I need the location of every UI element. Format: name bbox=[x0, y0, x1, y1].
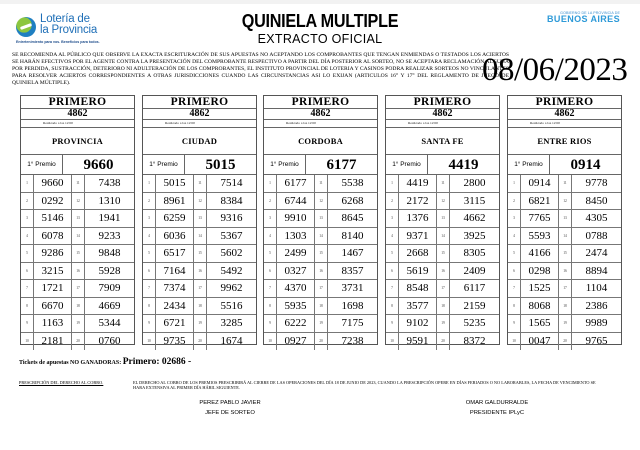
position-number: 14 bbox=[315, 228, 328, 246]
position-number: 4 bbox=[21, 228, 34, 246]
sorteo-number: 4862 bbox=[143, 109, 256, 120]
drawn-number: 6117 bbox=[450, 280, 499, 298]
drawn-number: 8305 bbox=[450, 245, 499, 263]
prescription-label: PRESCRIPCIÓN DEL DERECHO AL COBRO. bbox=[19, 380, 104, 385]
position-number: 5 bbox=[264, 245, 277, 263]
drawn-number: 1310 bbox=[85, 193, 134, 211]
position-number: 20 bbox=[194, 333, 207, 351]
sorteo-number: 4862 bbox=[508, 109, 621, 120]
drawn-number: 5146 bbox=[34, 210, 72, 228]
drawn-number: 3925 bbox=[450, 228, 499, 246]
drawn-number: 9765 bbox=[585, 335, 608, 348]
drawn-number: 8140 bbox=[328, 228, 377, 246]
draw-time: Realizado a las 12:00 bbox=[21, 120, 134, 128]
drawn-number: 9233 bbox=[85, 228, 134, 246]
position-number: 6 bbox=[508, 263, 521, 281]
drawn-number: 1163 bbox=[34, 315, 72, 333]
position-number: 7 bbox=[508, 280, 521, 298]
position-number: 15 bbox=[194, 245, 207, 263]
position-number: 1 bbox=[386, 175, 399, 193]
drawn-number: 7175 bbox=[328, 315, 377, 333]
drawn-number: 4669 bbox=[85, 298, 134, 316]
position-number: 18 bbox=[315, 298, 328, 316]
position-number: 20 bbox=[559, 333, 572, 351]
position-number: 12 bbox=[315, 193, 328, 211]
drawn-number: 2159 bbox=[450, 298, 499, 316]
drawn-number: 7238 bbox=[341, 335, 364, 348]
position-number: 10 bbox=[143, 333, 156, 351]
position-number: 16 bbox=[559, 263, 572, 281]
drawn-number: 9286 bbox=[34, 245, 72, 263]
drawn-number: 3215 bbox=[34, 263, 72, 281]
first-prize-row bbox=[386, 155, 499, 175]
position-number: 11 bbox=[559, 175, 572, 193]
drawn-number: 8068 bbox=[521, 298, 559, 316]
drawn-number: 9316 bbox=[207, 210, 256, 228]
drawn-number: 7765 bbox=[521, 210, 559, 228]
position-number: 9 bbox=[143, 315, 156, 333]
numbers-grid bbox=[386, 175, 499, 350]
drawn-number: 3731 bbox=[328, 280, 377, 298]
signature-right bbox=[442, 398, 552, 418]
jurisdiction-name: SANTA FE bbox=[386, 128, 499, 155]
position-number: 8 bbox=[264, 298, 277, 316]
position-number: 7 bbox=[143, 280, 156, 298]
position-number: 2 bbox=[143, 193, 156, 211]
position-number: 1 bbox=[264, 175, 277, 193]
drawn-number: 6821 bbox=[521, 193, 559, 211]
drawn-number: 1721 bbox=[34, 280, 72, 298]
turno-label: PRIMERO bbox=[21, 96, 134, 109]
position-number: 8 bbox=[143, 298, 156, 316]
position-number: 10 bbox=[508, 333, 521, 351]
position-number: 10 bbox=[21, 333, 34, 351]
drawn-number: 2499 bbox=[277, 245, 315, 263]
drawn-number: 8372 bbox=[463, 335, 486, 348]
numbers-grid bbox=[143, 175, 256, 350]
position-number: 4 bbox=[143, 228, 156, 246]
drawn-number: 6177 bbox=[277, 175, 315, 193]
position-number: 17 bbox=[72, 280, 85, 298]
first-prize-label: 1° Premio bbox=[508, 155, 550, 174]
drawn-number: 1104 bbox=[572, 280, 621, 298]
drawn-number: 9735 bbox=[156, 333, 194, 351]
position-number: 6 bbox=[386, 263, 399, 281]
drawn-number: 3115 bbox=[450, 193, 499, 211]
draw-time: Realizado a las 12:00 bbox=[264, 120, 377, 128]
drawn-number: 1565 bbox=[521, 315, 559, 333]
position-number: 11 bbox=[437, 175, 450, 193]
drawn-number: 1941 bbox=[85, 210, 134, 228]
result-box-santa-fe bbox=[385, 95, 500, 348]
position-number: 1 bbox=[508, 175, 521, 193]
position-number: 13 bbox=[72, 210, 85, 228]
position-number: 19 bbox=[315, 315, 328, 333]
position-number: 18 bbox=[72, 298, 85, 316]
drawn-number: 9102 bbox=[399, 315, 437, 333]
position-number: 3 bbox=[264, 210, 277, 228]
jurisdiction-name: PROVINCIA bbox=[21, 128, 134, 155]
position-number: 16 bbox=[72, 263, 85, 281]
drawn-number: 0047 bbox=[521, 333, 559, 351]
drawn-number: 6036 bbox=[156, 228, 194, 246]
drawn-number: 4662 bbox=[450, 210, 499, 228]
drawn-number: 1467 bbox=[328, 245, 377, 263]
position-number: 12 bbox=[194, 193, 207, 211]
sorteo-number: 4862 bbox=[386, 109, 499, 120]
drawn-number: 9910 bbox=[277, 210, 315, 228]
first-prize-label: 1° Premio bbox=[264, 155, 306, 174]
position-number: 9 bbox=[386, 315, 399, 333]
drawn-number: 0327 bbox=[277, 263, 315, 281]
position-number: 3 bbox=[508, 210, 521, 228]
position-number: 16 bbox=[437, 263, 450, 281]
position-number: 17 bbox=[194, 280, 207, 298]
first-prize-row bbox=[508, 155, 621, 175]
drawn-number: 9371 bbox=[399, 228, 437, 246]
position-number: 14 bbox=[559, 228, 572, 246]
logo-name-line2: la Provincia bbox=[40, 24, 98, 36]
drawn-number: 1376 bbox=[399, 210, 437, 228]
position-number: 8 bbox=[386, 298, 399, 316]
draw-time: Realizado a las 12:00 bbox=[143, 120, 256, 128]
position-number: 6 bbox=[21, 263, 34, 281]
drawn-number: 6721 bbox=[156, 315, 194, 333]
first-prize-row bbox=[21, 155, 134, 175]
position-number: 15 bbox=[559, 245, 572, 263]
non-winning-value: Primero: 02686 - bbox=[122, 357, 192, 367]
prescription-text: EL DERECHO AL COBRO DE LOS PREMIOS PRESCRIBIRÁ AL CIERRE DE LAS OPERACIONES DEL DÍA 18 DE JUNIO DE 2023, CUANDO LA PRESCRIPCIÓN OPERE EN DÍAS FERIADOS O NO LABORABLES, LA FECHA DE VENCIMIENTO SE HARA EXTENSIVA AL PRIMER DÍA HÁBIL SIGUIENTE. bbox=[133, 380, 596, 391]
drawn-number: 6222 bbox=[277, 315, 315, 333]
turno-label: PRIMERO bbox=[143, 96, 256, 109]
drawn-number: 5492 bbox=[207, 263, 256, 281]
numbers-grid bbox=[264, 175, 377, 350]
drawn-number: 0292 bbox=[34, 193, 72, 211]
position-number: 9 bbox=[21, 315, 34, 333]
drawn-number: 5619 bbox=[399, 263, 437, 281]
turno-label: PRIMERO bbox=[264, 96, 377, 109]
drawn-number: 5593 bbox=[521, 228, 559, 246]
drawn-number: 1525 bbox=[521, 280, 559, 298]
drawn-number: 7374 bbox=[156, 280, 194, 298]
position-number: 19 bbox=[194, 315, 207, 333]
drawn-number: 4419 bbox=[399, 175, 437, 193]
drawn-number: 5602 bbox=[207, 245, 256, 263]
position-number: 3 bbox=[21, 210, 34, 228]
first-prize-label: 1° Premio bbox=[386, 155, 428, 174]
drawn-number: 2668 bbox=[399, 245, 437, 263]
drawn-number: 6670 bbox=[34, 298, 72, 316]
drawn-number: 2800 bbox=[450, 175, 499, 193]
drawn-number: 4166 bbox=[521, 245, 559, 263]
position-number: 20 bbox=[315, 333, 328, 351]
numbers-grid bbox=[21, 175, 134, 350]
drawn-number: 5015 bbox=[156, 175, 194, 193]
signature-right-name: OMAR GALDURRALDE bbox=[465, 400, 529, 406]
gov-logo bbox=[547, 11, 620, 24]
position-number: 13 bbox=[194, 210, 207, 228]
result-box-entre-rios bbox=[507, 95, 622, 348]
drawn-number: 0927 bbox=[277, 333, 315, 351]
position-number: 11 bbox=[315, 175, 328, 193]
position-number: 7 bbox=[264, 280, 277, 298]
position-number: 14 bbox=[72, 228, 85, 246]
drawn-number: 8894 bbox=[572, 263, 621, 281]
position-number: 19 bbox=[72, 315, 85, 333]
position-number: 1 bbox=[143, 175, 156, 193]
position-number: 4 bbox=[386, 228, 399, 246]
drawn-number: 8645 bbox=[328, 210, 377, 228]
drawn-number: 9591 bbox=[399, 333, 437, 351]
position-number: 5 bbox=[143, 245, 156, 263]
drawn-number: 7164 bbox=[156, 263, 194, 281]
position-number: 8 bbox=[508, 298, 521, 316]
drawn-number: 8384 bbox=[207, 193, 256, 211]
signature-right-role: PRESIDENTE IPLyC bbox=[469, 410, 525, 416]
drawn-number: 9962 bbox=[207, 280, 256, 298]
first-prize-row bbox=[264, 155, 377, 175]
result-box-provincia bbox=[20, 95, 135, 348]
result-box-ciudad bbox=[142, 95, 257, 348]
position-number: 20 bbox=[437, 333, 450, 351]
numbers-grid bbox=[508, 175, 621, 350]
drawn-number: 2386 bbox=[572, 298, 621, 316]
drawn-number: 7514 bbox=[207, 175, 256, 193]
position-number: 17 bbox=[315, 280, 328, 298]
position-number: 5 bbox=[21, 245, 34, 263]
position-number: 16 bbox=[194, 263, 207, 281]
position-number: 19 bbox=[437, 315, 450, 333]
position-number: 2 bbox=[508, 193, 521, 211]
first-prize-value: 4419 bbox=[448, 157, 479, 173]
logo-tagline: Entretenimiento para vos. Beneficios para todos. bbox=[16, 40, 100, 44]
position-number: 10 bbox=[386, 333, 399, 351]
turno-label: PRIMERO bbox=[508, 96, 621, 109]
position-number: 1 bbox=[21, 175, 34, 193]
jurisdiction-name: CIUDAD bbox=[143, 128, 256, 155]
signature-left bbox=[175, 398, 285, 418]
first-prize-value: 0914 bbox=[570, 157, 601, 173]
drawn-number: 2172 bbox=[399, 193, 437, 211]
drawn-number: 1303 bbox=[277, 228, 315, 246]
drawn-number: 6259 bbox=[156, 210, 194, 228]
jurisdiction-name: CORDOBA bbox=[264, 128, 377, 155]
position-number: 18 bbox=[559, 298, 572, 316]
position-number: 6 bbox=[264, 263, 277, 281]
drawn-number: 5235 bbox=[450, 315, 499, 333]
draw-date: 08/06/2023 bbox=[482, 52, 628, 88]
drawn-number: 7909 bbox=[85, 280, 134, 298]
position-number: 16 bbox=[315, 263, 328, 281]
first-prize-label: 1° Premio bbox=[21, 155, 63, 174]
drawn-number: 2474 bbox=[572, 245, 621, 263]
position-number: 3 bbox=[143, 210, 156, 228]
drawn-number: 5935 bbox=[277, 298, 315, 316]
non-winning-label: Tickets de apuestas NO GANADORAS: bbox=[19, 360, 122, 366]
result-box-cordoba bbox=[263, 95, 378, 348]
sorteo-number: 4862 bbox=[264, 109, 377, 120]
position-number: 18 bbox=[194, 298, 207, 316]
position-number: 15 bbox=[315, 245, 328, 263]
position-number: 8 bbox=[21, 298, 34, 316]
non-winning-tickets bbox=[19, 357, 191, 367]
position-number: 6 bbox=[143, 263, 156, 281]
drawn-number: 9848 bbox=[85, 245, 134, 263]
drawn-number: 5344 bbox=[85, 315, 134, 333]
drawn-number: 3285 bbox=[207, 315, 256, 333]
drawn-number: 8548 bbox=[399, 280, 437, 298]
drawn-number: 0760 bbox=[98, 335, 121, 348]
position-number: 9 bbox=[264, 315, 277, 333]
page-subtitle: EXTRACTO OFICIAL bbox=[257, 32, 383, 46]
position-number: 4 bbox=[264, 228, 277, 246]
jurisdiction-name: ENTRE RIOS bbox=[508, 128, 621, 155]
drawn-number: 7438 bbox=[85, 175, 134, 193]
drawn-number: 8961 bbox=[156, 193, 194, 211]
drawn-number: 2181 bbox=[34, 333, 72, 351]
position-number: 12 bbox=[72, 193, 85, 211]
first-prize-value: 6177 bbox=[326, 157, 357, 173]
position-number: 17 bbox=[559, 280, 572, 298]
draw-time: Realizado a las 12:00 bbox=[386, 120, 499, 128]
gov-logo-big: BUENOS AIRES bbox=[547, 14, 620, 24]
drawn-number: 0298 bbox=[521, 263, 559, 281]
drawn-number: 5928 bbox=[85, 263, 134, 281]
drawn-number: 4370 bbox=[277, 280, 315, 298]
position-number: 13 bbox=[559, 210, 572, 228]
position-number: 2 bbox=[264, 193, 277, 211]
first-prize-value: 9660 bbox=[83, 157, 114, 173]
drawn-number: 3577 bbox=[399, 298, 437, 316]
position-number: 5 bbox=[386, 245, 399, 263]
drawn-number: 6517 bbox=[156, 245, 194, 263]
drawn-number: 9778 bbox=[572, 175, 621, 193]
drawn-number: 4305 bbox=[572, 210, 621, 228]
drawn-number: 5516 bbox=[207, 298, 256, 316]
position-number: 14 bbox=[437, 228, 450, 246]
drawn-number: 9989 bbox=[572, 315, 621, 333]
drawn-number: 9660 bbox=[34, 175, 72, 193]
position-number: 5 bbox=[508, 245, 521, 263]
logo-name-line1: Lotería de bbox=[40, 13, 90, 25]
draw-time: Realizado a las 12:00 bbox=[508, 120, 621, 128]
drawn-number: 0788 bbox=[572, 228, 621, 246]
drawn-number: 6078 bbox=[34, 228, 72, 246]
top-bar bbox=[0, 0, 640, 4]
position-number: 4 bbox=[508, 228, 521, 246]
signature-left-name: PEREZ PABLO JAVIER bbox=[199, 400, 261, 406]
first-prize-value: 5015 bbox=[205, 157, 236, 173]
first-prize-label: 1° Premio bbox=[143, 155, 185, 174]
public-notice: SE RECOMIENDA AL PÚBLICO QUE OBSERVE LA EXACTA ESCRITURACIÓN DE SUS APUESTAS NO ACEPTANDO LOS COMPROBANTES QUE TENGAN ENMIENDAS O TESTADOS LOS ACIERTOS SE HARÁN EFECTIVOS POR EL AGENTE CONTRA LA PRESENTACIÓN DEL COMPROBANTE RESPECTIVO A PARTIR DEL DÍA POSTERIOR AL SORTEO, NO SE ACEPTARA RECLAMACIÓN ALGUNA POR PERDIDA, SUSTRACCIÓN, DETERIORO NI ADULTERACIÓN DE LOS COMPROBANTES, EL INSTITUTO PROVINCIAL DE LOTERIA Y CASINOS PODRA REALIZAR SORTEOS NO VINCULANTES PARA RESOLVER ACIERTOS CORRESPONDIENTES A OTRAS JURISDICCIONES CUANDO LAS CIRCUNSTANCIAS ASI LO EXIJAN (ARTICULOS 16° Y 17° DEL REGLAMENTO DE JUEGO DE QUINIELA MÚLTIPLE). bbox=[12, 52, 509, 86]
position-number: 13 bbox=[437, 210, 450, 228]
position-number: 12 bbox=[437, 193, 450, 211]
turno-label: PRIMERO bbox=[386, 96, 499, 109]
position-number: 3 bbox=[386, 210, 399, 228]
position-number: 2 bbox=[21, 193, 34, 211]
position-number: 13 bbox=[315, 210, 328, 228]
drawn-number: 8450 bbox=[572, 193, 621, 211]
drawn-number: 8357 bbox=[328, 263, 377, 281]
sorteo-number: 4862 bbox=[21, 109, 134, 120]
position-number: 7 bbox=[386, 280, 399, 298]
drawn-number: 2434 bbox=[156, 298, 194, 316]
drawn-number: 1698 bbox=[328, 298, 377, 316]
signature-left-role: JEFE DE SORTEO bbox=[205, 410, 255, 416]
drawn-number: 5367 bbox=[207, 228, 256, 246]
position-number: 20 bbox=[72, 333, 85, 351]
drawn-number: 6744 bbox=[277, 193, 315, 211]
position-number: 9 bbox=[508, 315, 521, 333]
drawn-number: 1674 bbox=[220, 335, 243, 348]
position-number: 10 bbox=[264, 333, 277, 351]
position-number: 11 bbox=[194, 175, 207, 193]
position-number: 12 bbox=[559, 193, 572, 211]
position-number: 18 bbox=[437, 298, 450, 316]
position-number: 15 bbox=[72, 245, 85, 263]
drawn-number: 5538 bbox=[328, 175, 377, 193]
gov-logo-small: GOBIERNO DE LA PROVINCIA DE bbox=[560, 11, 620, 15]
page-title: QUINIELA MULTIPLE bbox=[241, 11, 399, 31]
first-prize-row bbox=[143, 155, 256, 175]
position-number: 2 bbox=[386, 193, 399, 211]
drawn-number: 6268 bbox=[328, 193, 377, 211]
drawn-number: 0914 bbox=[521, 175, 559, 193]
position-number: 14 bbox=[194, 228, 207, 246]
position-number: 15 bbox=[437, 245, 450, 263]
position-number: 7 bbox=[21, 280, 34, 298]
position-number: 17 bbox=[437, 280, 450, 298]
drawn-number: 2409 bbox=[450, 263, 499, 281]
position-number: 19 bbox=[559, 315, 572, 333]
position-number: 11 bbox=[72, 175, 85, 193]
